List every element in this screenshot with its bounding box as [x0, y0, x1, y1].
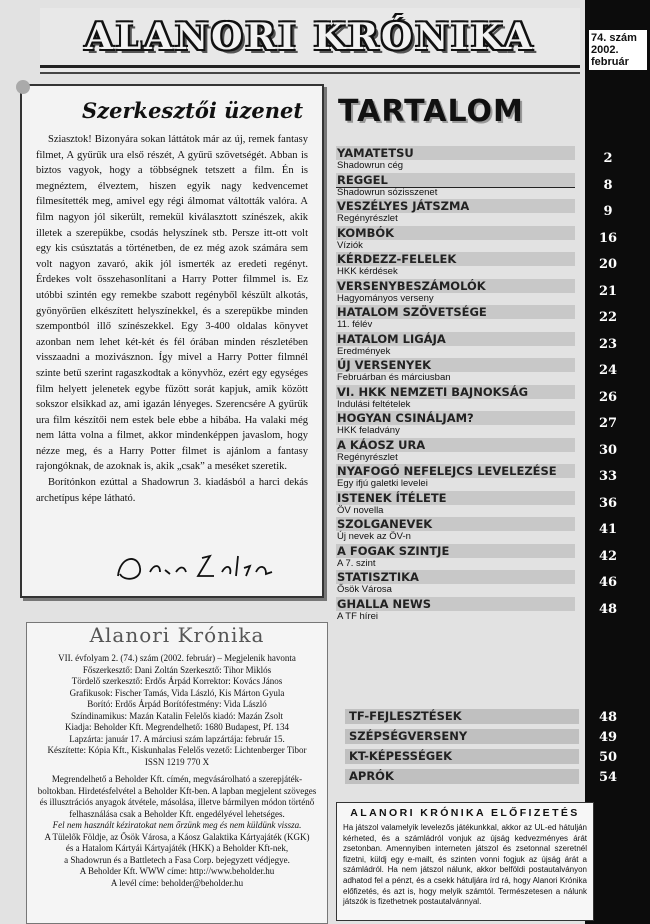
toc-entry-title: ISTENEK ÍTÉLETE [336, 491, 575, 505]
toc-entry-title: HATALOM SZÖVETSÉGE [336, 305, 575, 319]
toc-entry-subtitle: ÖV novella [337, 504, 384, 516]
toc-entry-subtitle: Víziók [337, 239, 363, 251]
toc-entry-page: 41 [598, 522, 618, 537]
toc-entry [336, 490, 618, 518]
toc-entry-subtitle: Shadowrun sózisszenet [337, 186, 438, 198]
toc-entry-subtitle: A TF hírei [337, 610, 379, 622]
imprint-line: Fel nem használt kéziratokat nem őrzünk meg és nem küldünk vissza. [52, 820, 302, 830]
toc-extra-title: TF-FEJLESZTÉSEK [345, 709, 579, 724]
issue-month: február [591, 56, 629, 68]
editorial-paragraph: Borítónkon ezúttal a Shadowrun 3. kiadásból a harci dekás archetípus képe látható. [36, 477, 308, 504]
toc-extra-page: 54 [598, 770, 618, 785]
imprint-line: Színdinamikus: Mazán Katalin Felelős kiadó: Mazán Zsolt [71, 710, 283, 721]
imprint-line: Grafikusok: Fischer Tamás, Vida László, Kis Márton Gyula [69, 687, 285, 698]
toc-entry-page: 36 [598, 495, 618, 511]
toc-extra-entry [345, 727, 618, 747]
imprint-line: és illusztrációs anyagok átvétele, másolása, illetve bármilyen módon történő [39, 797, 315, 807]
imprint-line: Tördelő szerkesztő: Erdős Árpád Korrektor: Kovács János [71, 676, 283, 686]
toc-extra-entry [345, 707, 618, 727]
imprint-line: Megrendelhető a Beholder Kft. címén, megvásárolható a szerepjáték- [51, 774, 303, 784]
toc-entry [336, 172, 613, 200]
toc-entry-title: KOMBÓK [336, 226, 575, 240]
imprint-line: boltokban. Hirdetésfelvétel a Beholder Kft-ben. A lapban megjelent szöveges [37, 785, 317, 796]
toc-entry-subtitle: Regényrészlet [337, 451, 398, 463]
toc-entry-subtitle: A 7. szint [337, 557, 376, 569]
toc-entry-title: HOGYAN CSINÁLJAM? [336, 411, 575, 425]
toc-entry [336, 146, 613, 173]
toc-extra-page: 50 [598, 750, 618, 765]
imprint-line: a Shadowrun és a Battletech a Fasa Corp. bejegyzett védjegye. [64, 854, 290, 865]
toc-entry [336, 570, 618, 597]
toc-entry [336, 437, 618, 465]
editorial-box [20, 84, 324, 598]
toc-entry [336, 278, 618, 306]
toc-entry-subtitle: Regényrészlet [337, 213, 398, 224]
toc-extra-page: 48 [598, 710, 618, 725]
toc-extra-title: KT-KÉPESSÉGEK [345, 749, 579, 764]
toc-entry-page: 30 [598, 442, 618, 458]
imprint-line: felhasználása csak a Beholder Kft. engedélyével lehetséges. [69, 808, 285, 819]
toc-entry-title: HATALOM LIGÁJA [336, 332, 575, 346]
editorial-paragraph: Sziasztok! Bizonyára sokan láttátok már az új, remek fantasy filmet, A gyűrűk ura első részét, A gyűrű szövetségét. Abban is biztos vagyok, hogy a többségnek tetszett a film. Én is megnéztem, élveztem, hiszen egyik nagy kedvencemet filmesítették meg, amivel egy régi álmomat váltották valóra. A film nagyon jól sikerült, remekül kiválasztott színészek, akik illetek a szerepükbe, csodás helyszínek stb. Persze itt-ott volt egy kis csúsztatás a történetben, de ez még azok számára sem volt nagyon zavaró, akik jól ismerték az eredeti regényt. Érdekes volt összehasonlítani a Harry Potter filmmel is. Ez utóbbi szintén egy remekbe szabott regényből készült alkotás, gyönyörűen elkészített helyszínekkel, és a szerepükbe minden szempontból illő színészekkel. Egy 3-400 oldalas könyvet azonban nem lehet két-két és fél órában minden részletében visszaadni a mozivásznon. Így mivel a Harry Potter filmnél szinte betű szerint ragaszkodtak a könyvhöz, ezért egy egységes film helyett jelenetek egybe fűzött sorát kapjuk, amik között sokszor elsikkad az, ami igazán lényeges. Szerencsére A gyűrűk ura film készítői nem estek bele ebbe a hibába. Ha valaki még nem látta volna a filmet, akkor mindenképpen javaslom, hogy nézze meg, és a Harry Potter filmet is ajánlom a fantasy rajongóknak, de azoknak is, akik „csak” a meséket szeretik. [36, 134, 308, 473]
toc-entry [336, 517, 618, 544]
toc-entry [336, 411, 618, 438]
toc-list [336, 146, 618, 623]
imprint-line: Kiadja: Beholder Kft. Megrendelhető: 1680 Budapest, Pf. 134 [65, 722, 289, 732]
toc-entry-page: 9 [603, 204, 613, 219]
toc-entry-page: 8 [603, 177, 613, 193]
masthead [40, 8, 580, 74]
signature-image [110, 546, 290, 586]
toc-entry [336, 543, 618, 571]
imprint-line: A Beholder Kft. WWW címe: http://www.beholder.hu [79, 866, 275, 876]
toc-entry [336, 199, 613, 226]
toc-entry-page: 33 [598, 469, 618, 484]
imprint-line: A levél címe: beholder@beholder.hu [110, 877, 244, 888]
toc-entry [336, 305, 618, 332]
toc-entry-subtitle: 11. félév [337, 319, 373, 330]
toc-entry-page: 16 [598, 230, 618, 246]
imprint-line: ISSN 1219 770 X [144, 756, 210, 767]
toc-entry-page: 26 [598, 389, 618, 405]
toc-entry-page: 2 [603, 151, 613, 166]
toc-entry-subtitle: Indulási feltételek [337, 398, 411, 410]
toc-extra-list [345, 707, 618, 787]
toc-extra-entry [345, 747, 618, 767]
issue-year: 2002. [591, 44, 619, 56]
masthead-rule [40, 65, 580, 68]
issue-info [589, 30, 647, 70]
toc-entry-subtitle: Új nevek az ÖV-n [337, 531, 411, 542]
toc-entry-page: 27 [598, 416, 618, 431]
toc-entry-page: 23 [598, 336, 618, 352]
toc-entry-subtitle: HKK feladvány [337, 425, 400, 436]
toc-extra-title: SZÉPSÉGVERSENY [345, 729, 579, 744]
subscription-box [336, 802, 594, 921]
imprint-line: és a Hatalom Kártyái Kártyajáték (HKK) a Beholder Kft-nek, [65, 843, 289, 853]
toc-entry-title: A KÁOSZ URA [336, 438, 575, 452]
toc-title: TARTALOM [338, 94, 524, 129]
toc-entry-page: 21 [598, 283, 618, 299]
toc-extra-entry [345, 767, 618, 787]
toc-entry-title: NYAFOGÓ NEFELEJCS LEVELEZÉSE [336, 464, 575, 478]
toc-entry [336, 331, 618, 359]
subscription-body: Ha játszol valamelyik levelezős játékunkkal, akkor az UL-ed hátulján kérheted, és a számládról vonjuk az újság kedvezményes árát zsetonban. Amennyiben interneten játszol és zsetonnal szeretnél fizetni, küldj egy e-mailt, és szinten vonni fogjuk az újság árát a számládról. Ha nem játszol nálunk, akkor belföldi postautalványon adhatod fel a pénzt, és a csekk hátuljára írd rá, hogy Alanori Krónika előfizetés, és azt is, hogy melyik számtól. Természetesen a nálunk játszók is fizethetnek postautalvánnyal. [343, 823, 587, 907]
toc-entry-page: 22 [598, 310, 618, 325]
toc-entry-page: 24 [598, 363, 618, 378]
toc-entry-subtitle: Februárban és márciusban [337, 372, 451, 383]
toc-entry-page: 48 [598, 601, 618, 617]
toc-entry-subtitle: Shadowrun cég [337, 160, 404, 171]
imprint-line: Készítette: Kópia Kft., Kiskunhalas Felelős vezető: Lichtenberger Tibor [47, 745, 307, 755]
toc-entry-page: 42 [598, 548, 618, 564]
editorial-body [36, 132, 308, 506]
imprint-line: Főszerkesztő: Dani Zoltán Szerkesztő: Tihor Miklós [82, 664, 272, 675]
issue-number: 74. szám [591, 32, 637, 44]
toc-entry-title: KÉRDEZZ-FELELEK [336, 252, 575, 266]
toc-entry-page: 46 [598, 575, 618, 590]
imprint-line: A Tülelők Földje, az Ősök Városa, a Káosz Galaktika Kártyajáték (KGK) [44, 831, 310, 842]
imprint-line: VII. évfolyam 2. (74.) szám (2002. február) – Megjelenik havonta [58, 653, 296, 663]
toc-entry [336, 358, 618, 385]
toc-entry-subtitle: Hagyományos verseny [337, 292, 434, 304]
toc-entry-subtitle: Ősök Városa [337, 584, 392, 595]
imprint-title: Alanori Krónika [89, 623, 265, 647]
toc-entry [336, 225, 618, 253]
imprint-line: Borító: Erdős Árpád Borítófestmény: Vida László [87, 699, 267, 709]
toc-entry-page: 20 [598, 257, 618, 272]
toc-extra-page: 49 [598, 730, 618, 745]
toc-entry [336, 464, 618, 491]
toc-entry [336, 596, 618, 624]
imprint-line: Lapzárta: január 17. A márciusi szám lapzártája: február 15. [69, 733, 285, 744]
toc-entry-title: STATISZTIKA [336, 570, 575, 584]
toc-entry-title: SZOLGANEVEK [336, 517, 575, 531]
toc-entry-title: GHALLA NEWS [336, 597, 575, 611]
toc-entry-subtitle: Egy ifjú galetki levelei [337, 478, 428, 489]
toc-entry [336, 252, 618, 279]
imprint-box [26, 622, 328, 924]
toc-entry-title: VI. HKK NEMZETI BAJNOKSÁG [336, 385, 575, 399]
masthead-title: ALANORI KRÓNIKA [85, 16, 535, 58]
editorial-title: Szerkesztői üzenet [82, 98, 304, 123]
toc-entry-title: REGGEL [336, 173, 575, 188]
toc-entry-title: VERSENYBESZÁMOLÓK [336, 279, 575, 293]
toc-entry-title: YAMATETSU [336, 146, 575, 160]
toc-entry-title: VESZÉLYES JÁTSZMA [336, 199, 575, 213]
toc-entry-title: ÚJ VERSENYEK [336, 358, 575, 372]
toc-entry-title: A FOGAK SZINTJE [336, 544, 575, 558]
imprint-body [33, 653, 321, 889]
toc-entry-subtitle: Eredmények [337, 345, 391, 357]
toc-entry-subtitle: HKK kérdések [337, 266, 398, 277]
toc-extra-title: APRÓK [345, 769, 579, 784]
toc-entry [336, 384, 618, 412]
subscription-title: ALANORI KRÓNIKA ELŐFIZETÉS [350, 807, 580, 819]
